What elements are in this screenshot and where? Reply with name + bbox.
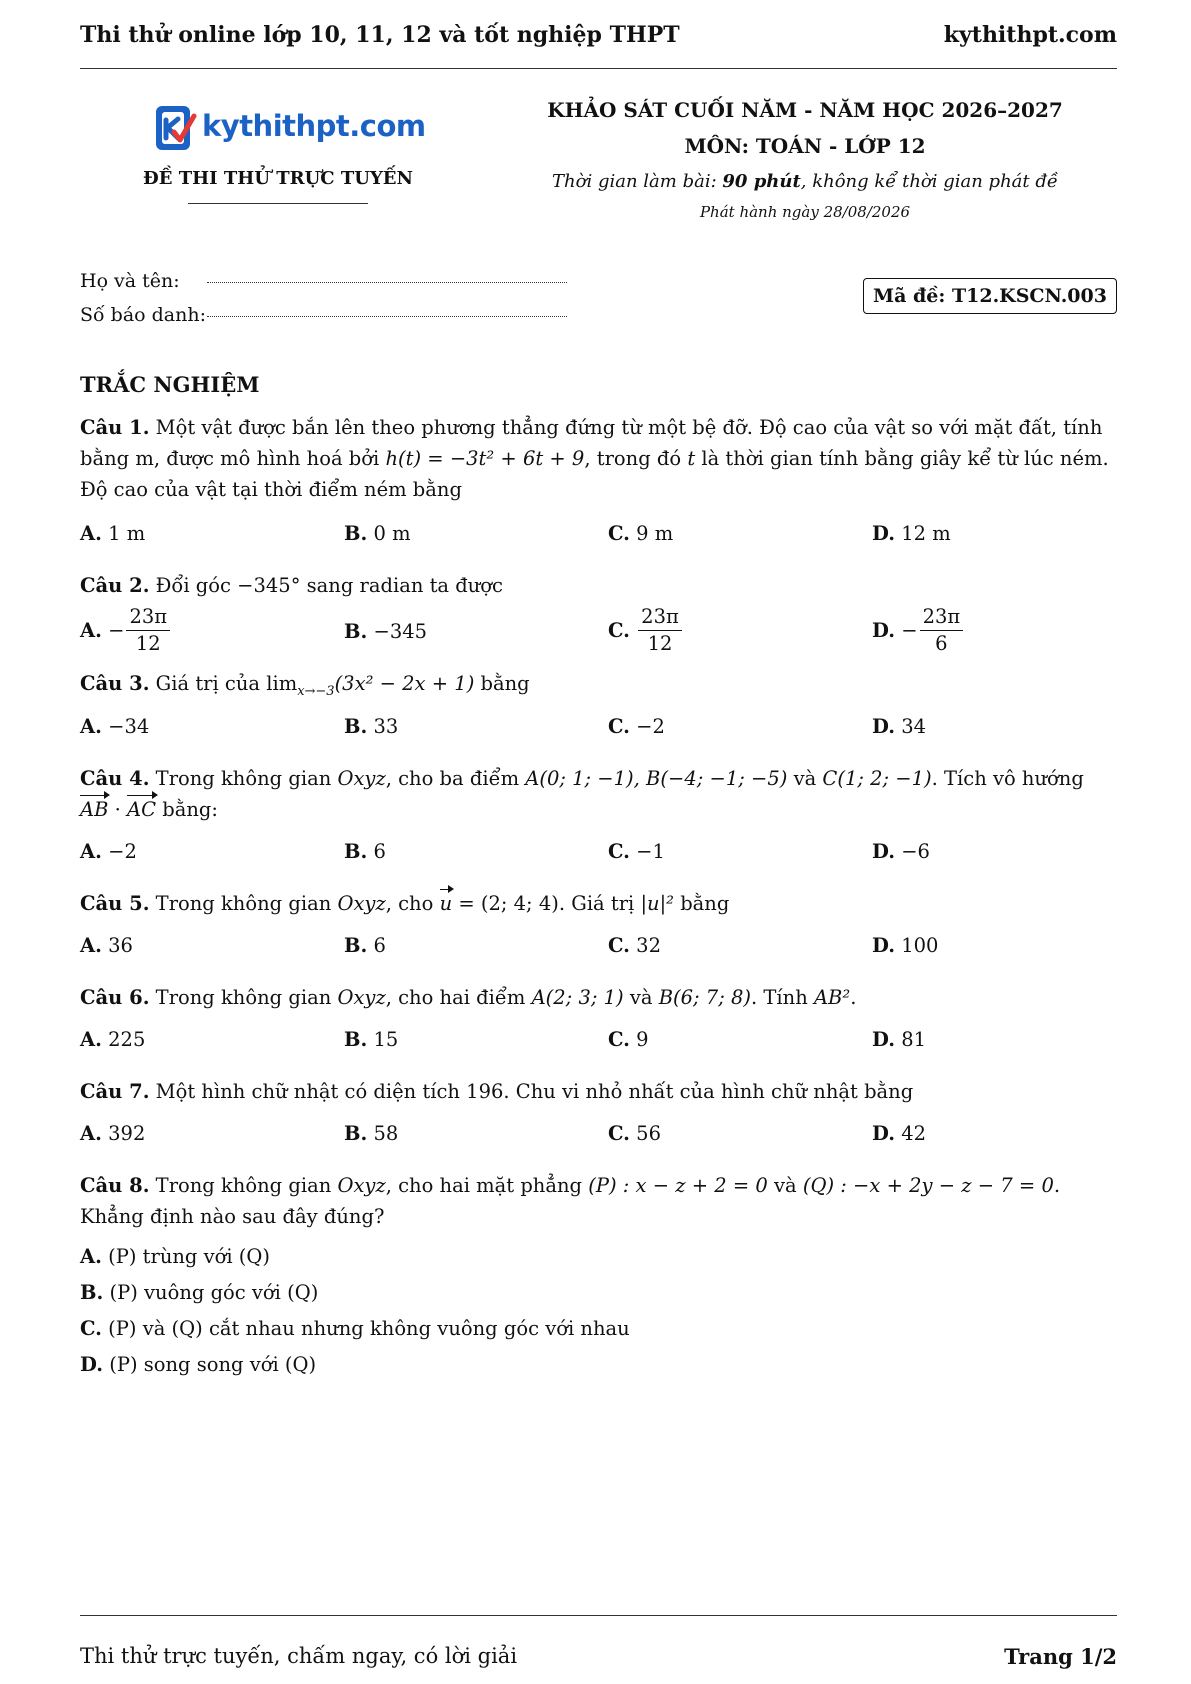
question-8: Câu 8. Trong không gian Oxyz, cho hai mặt phẳng (P) : x − z + 2 = 0 và (Q) : −x + 2y − z − 7 = 0. Khẳng định nào sau đây đúng? xyxy=(80,1174,1061,1228)
question-label: Câu 1. xyxy=(80,416,150,439)
question-label: Câu 8. xyxy=(80,1174,150,1197)
option-a[interactable]: A. 225 xyxy=(80,1028,146,1051)
option-c[interactable]: C. 32 xyxy=(608,934,661,957)
space-name: Oxyz xyxy=(337,986,386,1009)
question-text: bằng xyxy=(474,672,530,695)
question-1-options xyxy=(80,522,1117,554)
option-c[interactable]: C. 56 xyxy=(608,1122,661,1145)
question-text: Một hình chữ nhật có diện tích 196. Chu vi nhỏ nhất của hình chữ nhật bằng xyxy=(149,1080,914,1103)
time-prefix: Thời gian làm bài: xyxy=(552,171,723,192)
time-value: 90 phút xyxy=(722,171,801,192)
option-b[interactable]: B. 0 m xyxy=(344,522,411,545)
option-a[interactable]: A. (P) trùng với (Q) xyxy=(80,1245,271,1268)
point-b: B(6; 7; 8) xyxy=(658,986,751,1009)
question-7-options xyxy=(80,1122,1117,1154)
time-suffix: , không kể thời gian phát đề xyxy=(800,171,1058,192)
limit: lim xyxy=(266,672,298,695)
id-field[interactable] xyxy=(80,304,206,326)
option-a[interactable]: A. − $\frac{23\pi}{12}$ xyxy=(80,604,172,657)
option-d[interactable]: D. (P) song song với (Q) xyxy=(80,1353,317,1376)
vector-u: u xyxy=(440,888,453,919)
footer-rule xyxy=(80,1615,1117,1616)
question-5-options xyxy=(80,934,1117,966)
question-text: là thời gian tính bằng giây kể từ lúc ném. Độ cao của vật tại thời điểm ném bằng xyxy=(80,447,1109,501)
logo-text: kythithpt.com xyxy=(202,109,426,143)
exam-code-badge: Mã đề: T12.KSCN.003 xyxy=(863,278,1117,314)
question-6: Câu 6. Trong không gian Oxyz, cho hai điểm A(2; 3; 1) và B(6; 7; 8). Tính AB². xyxy=(80,986,857,1009)
option-d[interactable]: D. 42 xyxy=(872,1122,927,1145)
expression: (3x² − 2x + 1) xyxy=(334,672,475,695)
formula: h(t) = −3t² + 6t + 9 xyxy=(385,447,585,470)
option-c[interactable]: C. $\frac{23\pi}{12}$ xyxy=(608,604,684,657)
footer-text: Thi thử trực tuyến, chấm ngay, có lời giải xyxy=(80,1644,518,1668)
space-name: Oxyz xyxy=(337,1174,386,1197)
vector-magnitude: |u|² xyxy=(640,892,674,915)
space-name: Oxyz xyxy=(337,767,386,790)
ab-squared: AB² xyxy=(813,986,851,1009)
question-4-options xyxy=(80,840,1117,872)
plane-q: (Q) : −x + 2y − z − 7 = 0 xyxy=(802,1174,1054,1197)
logo-icon xyxy=(152,102,198,156)
release-date: Phát hành ngày 28/08/2026 xyxy=(699,203,911,221)
vector-ac: AC xyxy=(127,794,156,825)
question-text: , trong đó xyxy=(584,447,688,470)
top-header xyxy=(80,22,1117,52)
question-text: sang radian ta được xyxy=(300,574,503,597)
option-b[interactable]: B. 6 xyxy=(344,934,386,957)
variable: t xyxy=(687,447,696,470)
option-c[interactable]: C. −2 xyxy=(608,715,665,738)
question-3-options xyxy=(80,715,1117,747)
exam-page xyxy=(80,0,1117,1684)
points: A(0; 1; −1), B(−4; −1; −5) xyxy=(525,767,788,790)
option-a[interactable]: A. 36 xyxy=(80,934,133,957)
option-a[interactable]: A. −34 xyxy=(80,715,150,738)
page-number: Trang 1/2 xyxy=(1004,1644,1117,1669)
option-d[interactable]: D. −6 xyxy=(872,840,930,863)
question-label: Câu 5. xyxy=(80,892,150,915)
question-6-options xyxy=(80,1028,1117,1060)
question-label: Câu 4. xyxy=(80,767,150,790)
option-b[interactable]: B. 15 xyxy=(344,1028,399,1051)
option-b[interactable]: B. 6 xyxy=(344,840,386,863)
option-d[interactable]: D. 12 m xyxy=(872,522,951,545)
limit-subscript: x→−3 xyxy=(297,683,335,699)
option-d[interactable]: D. − $\frac{23\pi}{6}$ xyxy=(872,604,965,657)
question-2-options xyxy=(80,604,1117,664)
question-text: Đổi góc xyxy=(149,574,238,597)
section-title: TRẮC NGHIỆM xyxy=(80,372,260,397)
name-label: Họ và tên: xyxy=(80,270,180,292)
plane-p: (P) : x − z + 2 = 0 xyxy=(588,1174,768,1197)
vector-ab: AB xyxy=(80,794,108,825)
option-d[interactable]: D. 34 xyxy=(872,715,927,738)
exam-subtitle: ĐỀ THI THỬ TRỰC TUYẾN xyxy=(143,168,413,189)
name-blank xyxy=(207,282,567,283)
option-c[interactable]: C. 9 xyxy=(608,1028,649,1051)
space-name: Oxyz xyxy=(337,892,386,915)
option-a[interactable]: A. 1 m xyxy=(80,522,146,545)
option-b[interactable]: B. 33 xyxy=(344,715,399,738)
option-c[interactable]: C. (P) và (Q) cắt nhau nhưng không vuông góc với nhau xyxy=(80,1317,630,1340)
name-field[interactable] xyxy=(80,270,180,292)
question-text: Một vật được bắn lên theo phương thẳng đứng từ một bệ đỡ. Độ cao của vật so với mặt đất, tính bằng m, được mô hình hoá bởi xyxy=(80,416,1103,470)
question-1 xyxy=(80,412,1117,505)
question-5: Câu 5. Trong không gian Oxyz, cho u = (2; 4; 4). Giá trị |u|² bằng xyxy=(80,888,1117,919)
question-text: Giá trị của xyxy=(149,672,267,695)
subtitle-underline xyxy=(188,203,368,204)
id-label: Số báo danh: xyxy=(80,304,207,326)
option-d[interactable]: D. 81 xyxy=(872,1028,927,1051)
question-4: Câu 4. Trong không gian Oxyz, cho ba điểm A(0; 1; −1), B(−4; −1; −5) và C(1; 2; −1). Tích vô hướng AB · AC bằng: xyxy=(80,763,1117,825)
option-c[interactable]: C. 9 m xyxy=(608,522,674,545)
header-site-link[interactable]: kythithpt.com xyxy=(943,22,1117,48)
question-7 xyxy=(80,1076,1117,1107)
site-logo xyxy=(152,102,426,156)
option-a[interactable]: A. 392 xyxy=(80,1122,146,1145)
header-rule xyxy=(80,68,1117,69)
question-label: Câu 6. xyxy=(80,986,150,1009)
option-b[interactable]: B. −345 xyxy=(344,620,428,643)
exam-title: KHẢO SÁT CUỐI NĂM - NĂM HỌC 2026–2027 xyxy=(547,98,1063,122)
option-c[interactable]: C. −1 xyxy=(608,840,665,863)
exam-time xyxy=(510,171,1100,192)
question-2 xyxy=(80,570,1117,601)
point-a: A(2; 3; 1) xyxy=(531,986,624,1009)
question-label: Câu 7. xyxy=(80,1080,150,1103)
angle: −345° xyxy=(237,574,301,597)
id-blank xyxy=(207,316,567,317)
option-b[interactable]: B. 58 xyxy=(344,1122,399,1145)
exam-subject: MÔN: TOÁN - LỚP 12 xyxy=(684,134,926,158)
header-left-text: Thi thử online lớp 10, 11, 12 và tốt nghiệp THPT xyxy=(80,22,680,48)
point-c: C(1; 2; −1) xyxy=(822,767,932,790)
option-a[interactable]: A. −2 xyxy=(80,840,137,863)
option-b[interactable]: B. (P) vuông góc với (Q) xyxy=(80,1281,319,1304)
option-d[interactable]: D. 100 xyxy=(872,934,939,957)
question-label: Câu 2. xyxy=(80,574,150,597)
question-3 xyxy=(80,668,1117,707)
question-label: Câu 3. xyxy=(80,672,150,695)
